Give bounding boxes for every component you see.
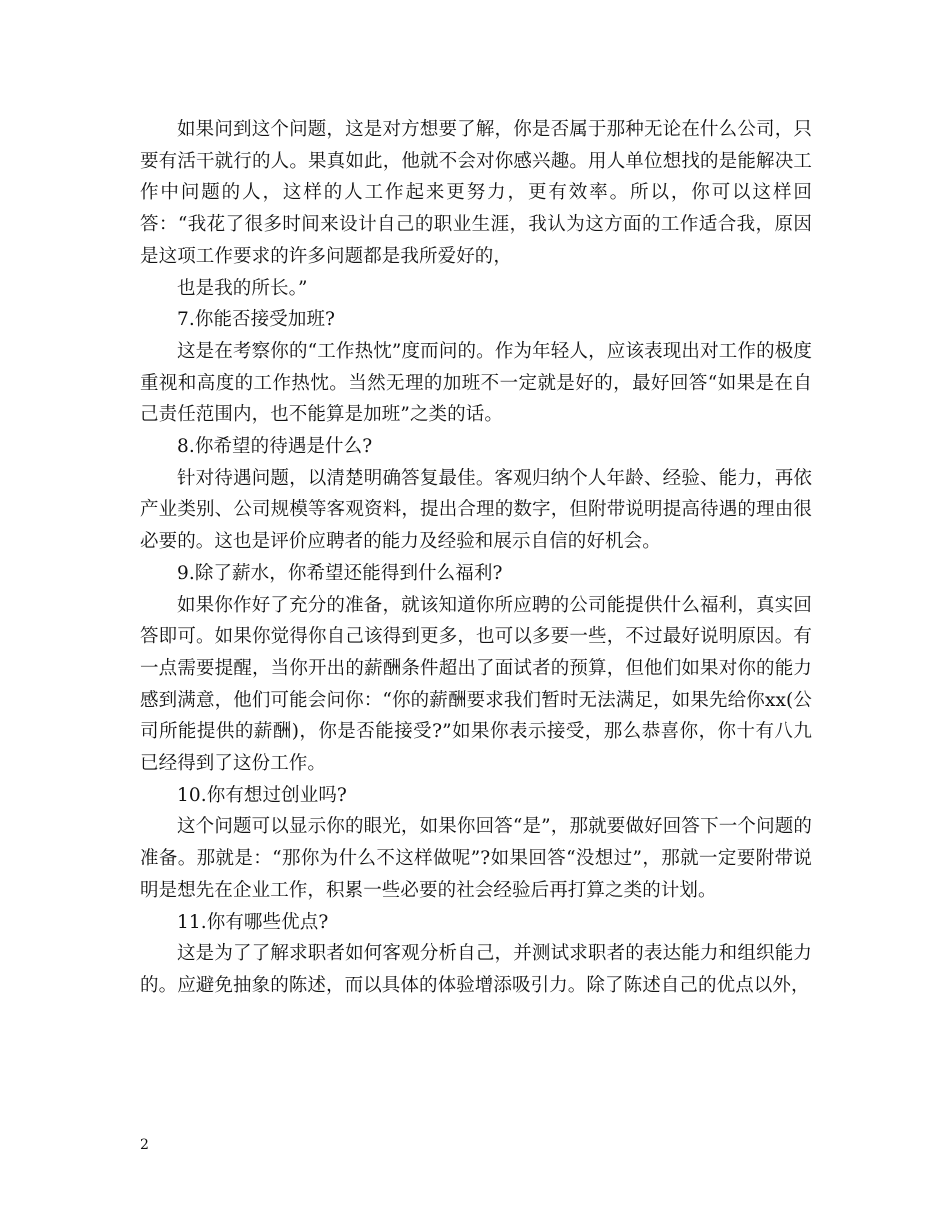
question-heading-10: 10.你有想过创业吗?: [177, 784, 347, 806]
paragraph-answer-8: 针对待遇问题，以清楚明确答复最佳。客观归纳个人年龄、经验、能力，再依产业类别、公司规模等客观资料，提出合理的数字，但附带说明提高待遇的理由很必要的。这也是评价应聘者的能力及经验和展示自信的好机会。: [140, 467, 812, 553]
question-heading-7: 7.你能否接受加班?: [177, 309, 336, 331]
page-number: 2: [140, 1137, 149, 1153]
paragraph-answer-intro: 如果问到这个问题，这是对方想要了解，你是否属于那种无论在什么公司，只要有活干就行的人。果真如此，他就不会对你感兴趣。用人单位想找的是能解决工作中问题的人，这样的人工作起来更努力，更有效率。所以，你可以这样回答：“我花了很多时间来设计自己的职业生涯，我认为这方面的工作适合我，原因是这项工作要求的许多问题都是我所爱好的，: [140, 119, 812, 267]
question-heading-9: 9.除了薪水，你希望还能得到什么福利?: [177, 562, 503, 584]
paragraph-answer-9: 如果你作好了充分的准备，就该知道你所应聘的公司能提供什么福利，真实回答即可。如果你觉得你自己该得到更多，也可以多要一些，不过最好说明原因。有一点需要提醒，当你开出的薪酬条件超出了面试者的预算，但他们如果对你的能力感到满意，他们可能会问你：“你的薪酬要求我们暂时无法满足，如果先给你xx(公司所能提供的薪酬)，你是否能接受?”如果你表示接受，那么恭喜你，你十有八九已经得到了这份工作。: [140, 594, 812, 775]
paragraph-answer-11: 这是为了了解求职者如何客观分析自己，并测试求职者的表达能力和组织能力的。应避免抽象的陈述，而以具体的体验增添吸引力。除了陈述自己的优点以外，: [140, 943, 812, 996]
paragraph-answer-10: 这个问题可以显示你的眼光，如果你回答“是”，那就要做好回答下一个问题的准备。那就是：“那你为什么不这样做呢”?如果回答“没想过”，那就一定要附带说明是想先在企业工作，积累一些必要的社会经验后再打算之类的计划。: [140, 816, 812, 901]
paragraph-answer-intro-end: 也是我的所长。”: [177, 277, 308, 299]
question-heading-8: 8.你希望的待遇是什么?: [177, 436, 373, 458]
paragraph-answer-7: 这是在考察你的“工作热忱”度而问的。作为年轻人，应该表现出对工作的极度重视和高度的工作热忱。当然无理的加班不一定就是好的，最好回答“如果是在自己责任范围内，也不能算是加班”之类的话。: [140, 340, 812, 426]
document-body: [140, 114, 812, 1002]
question-heading-11: 11.你有哪些优点?: [177, 911, 329, 933]
